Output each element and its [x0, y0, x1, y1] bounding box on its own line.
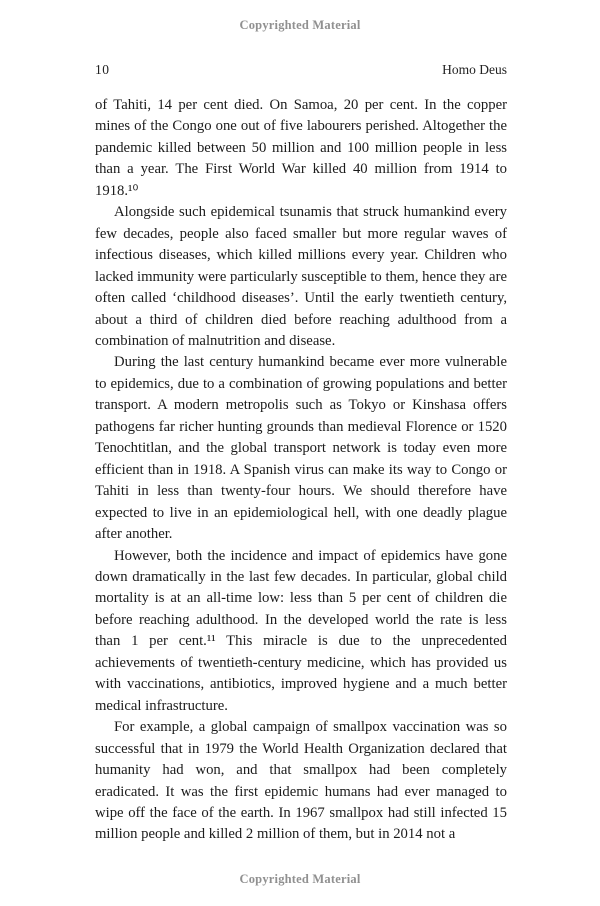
copyright-notice-bottom: Copyrighted Material — [239, 872, 361, 886]
paragraph: During the last century humankind became ever more vulnerable to epidemics, due to a combination of growing populations and better transport. A modern metropolis such as Tokyo or Kinshasa offers pathogens far richer hunting grounds than medieval Florence or 1520 Tenochtitlan, and the global transport network is today even more efficient than in 1918. A Spanish virus can make its way to Congo or Tahiti in less than twenty-four hours. We should therefore have expected to live in an epidemiological hell, with one deadly plague after another. — [95, 354, 507, 543]
paragraph: of Tahiti, 14 per cent died. On Samoa, 20 per cent. In the copper mines of the Congo one out of five labourers perished. Altogether the pandemic killed between 50 million and 100 million people in less than a year. The First World War killed 40 million from 1914 to 1918.¹⁰ — [95, 97, 507, 199]
paragraph: However, both the incidence and impact of epidemics have gone down dramatically in the last few decades. In particular, global child mortality is at an all-time low: less than 5 per cent of children die before reaching adulthood. In the developed world the rate is less than 1 per cent.¹¹ This miracle is due to the unprecedented achievements of twentieth-century medicine, which has provided us with vaccinations, antibiotics, improved hygiene and a much better medical infrastructure. — [95, 547, 507, 714]
paragraph: Alongside such epidemical tsunamis that struck humankind every few decades, people also faced smaller but more regular waves of infectious diseases, which killed millions every year. Children who lacked immunity were particularly susceptible to them, hence they are often called ‘childhood diseases’. Until the early twentieth century, about a third of children died before reaching adulthood from a combination of malnutrition and disease. — [95, 204, 507, 349]
copyright-notice-top: Copyrighted Material — [239, 18, 361, 32]
running-header — [95, 62, 507, 78]
body-text — [95, 95, 507, 846]
paragraph: For example, a global campaign of smallpox vaccination was so successful that in 1979 the World Health Organization declared that humanity had won, and that smallpox had been completely eradicated. It was the first epidemic humans had ever managed to wipe off the face of the earth. In 1967 smallpox had still infected 15 million people and killed 2 million of them, but in 2014 not a — [95, 719, 507, 843]
book-title: Homo Deus — [442, 62, 507, 77]
page-number: 10 — [95, 62, 110, 77]
